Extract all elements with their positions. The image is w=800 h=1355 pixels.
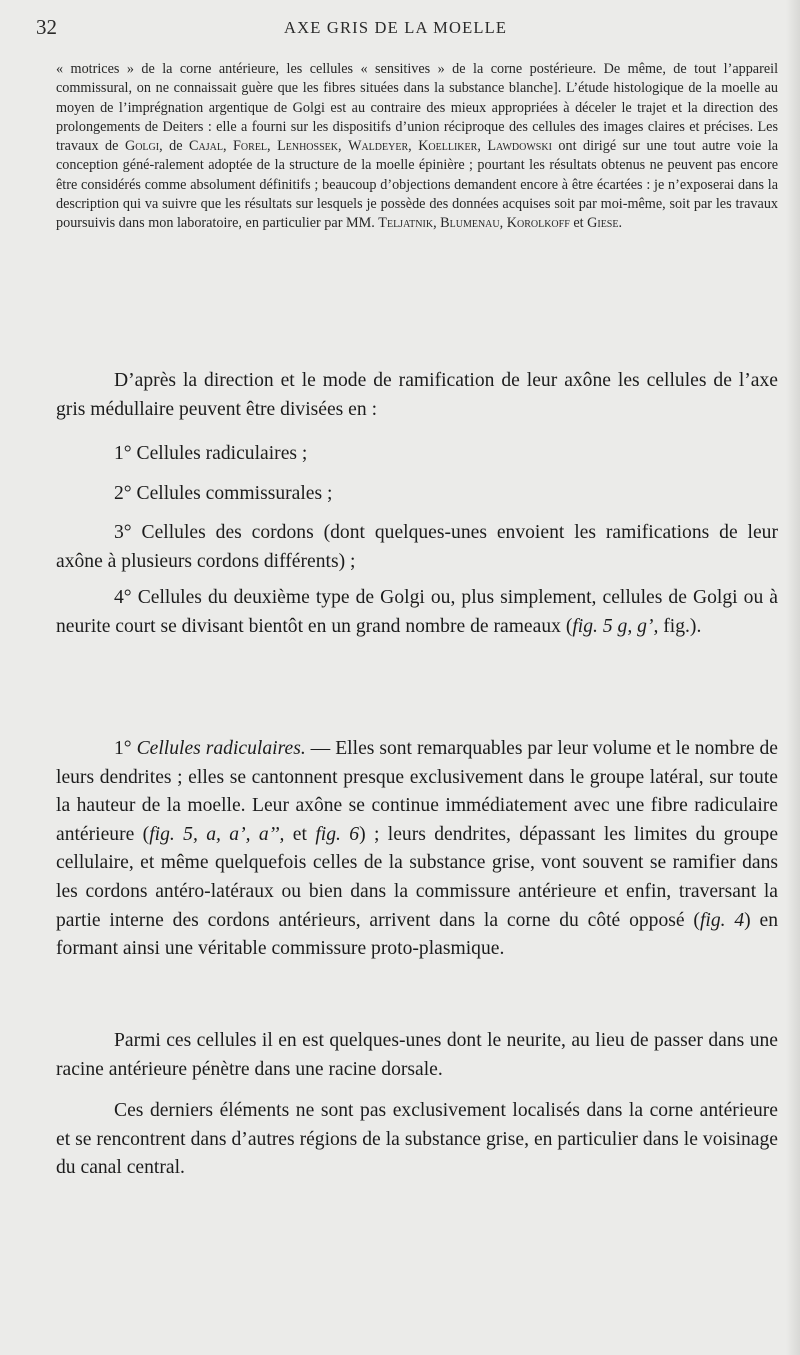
list-item <box>56 584 778 641</box>
footnote-line: et <box>569 215 588 232</box>
footnote-line: , <box>222 138 234 155</box>
footnote-line: travaux poursuivis dans mon laboratoire, en particulier par MM. <box>56 196 779 232</box>
page-number: 32 <box>36 15 57 39</box>
author-name: Forel <box>233 138 268 155</box>
author-name: Blumenau <box>440 215 500 232</box>
author-name: Waldeyer <box>348 138 409 155</box>
classification-list <box>56 440 778 642</box>
paragraph-text: Ces derniers éléments ne sont pas exclusivement localisés dans la corne antérieure et se rencontrent dans d’autres régions de la substance grise, en particulier dans le voisinage du canal central. <box>56 1100 778 1179</box>
footnote-line: ont dirigé sur une tout autre voie la conception géné- <box>56 138 779 174</box>
paragraph-localization <box>56 1097 778 1183</box>
footnote-paragraph <box>56 60 778 234</box>
footnote-line: « motrices » de la corne antérieure, les cellules « sensitives » de la corne postérieure. De <box>56 61 621 77</box>
footnote-line: ne peuvent pas encore être considérés comme absolument définitifs ; beaucoup d’objections <box>56 157 778 193</box>
author-name: Giese <box>587 215 619 232</box>
figure-reference: fig. 4 <box>699 909 745 931</box>
intro-text: D’après la direction et le mode de ramification de leur axône les cellules de l’axe gris médullaire peuvent être divisées en : <box>56 370 778 420</box>
running-head: AXE GRIS DE LA MOELLE <box>284 18 508 37</box>
footnote-continuation <box>56 60 778 234</box>
footnote-line: , de <box>159 138 190 155</box>
page-edge-shadow <box>786 0 800 1355</box>
author-name: Lawdowski <box>487 138 552 155</box>
author-name: Golgi <box>124 138 160 155</box>
page-header <box>36 15 776 45</box>
footnote-line: , <box>338 138 342 155</box>
footnote-line: demandent encore à être écartées : je n’exposerai dans la description qui va suivre que les <box>56 176 779 213</box>
footnote-line: des prolongements de Deiters : elle a fourni sur les dispositifs d’union réciproque des <box>56 99 779 135</box>
section-radicular-cells <box>56 735 778 964</box>
footnote-line: , <box>408 138 419 155</box>
figure-reference: fig. 5 g, g’, <box>572 615 659 637</box>
paragraph-text: Parmi ces cellules il en est quelques-unes dont le neurite, au lieu de passer dans une racine antérieure pénètre dans une racine dorsale. <box>56 1030 778 1080</box>
section-text: et <box>284 823 316 845</box>
section-paragraph <box>56 735 778 964</box>
footnote-line: même, de tout l’appareil commissural, on ne connaissait guère que les fibres situées dans <box>56 61 779 97</box>
paragraph-dorsal-root <box>56 1027 778 1084</box>
footnote-line: la substance blanche]. L’étude histologique de la moelle au moyen de l’imprégnation <box>56 80 778 116</box>
list-item: 3° Cellules des cordons (dont quelques-unes envoient les ramifications de leur axône à plusieurs cordons différents) ; <box>56 522 778 572</box>
footnote-line: cellules des images claires et précises. Les travaux de <box>56 118 778 155</box>
author-name: Koelliker <box>418 138 478 155</box>
intro-paragraph <box>56 367 778 424</box>
author-name: Cajal <box>189 138 223 155</box>
author-name: Lenhossek <box>277 138 338 155</box>
list-item: 1° Cellules radiculaires ; <box>114 443 308 464</box>
section-title: Cellules radiculaires. <box>136 738 306 759</box>
footnote-line: , <box>267 138 278 155</box>
footnote-line: . <box>618 215 623 232</box>
author-name: Teljatnik <box>378 215 434 232</box>
author-name: Korolkoff <box>506 215 570 232</box>
section-text: ) en formant ainsi une véritable commissure proto-plasmique. <box>56 909 778 960</box>
section-number: 1° <box>114 738 137 759</box>
figure-reference: fig. 6 <box>315 823 360 845</box>
list-item: 2° Cellules commissurales ; <box>114 482 333 504</box>
list-item-text: fig.). <box>658 615 702 637</box>
footnote-line: résultats sur lesquels je possède des données acquises soit par moi-même, soit par les <box>244 196 732 213</box>
footnote-line: argentique de Golgi est au contraire des mieux appropriées à déceler le trajet et la direction <box>208 99 754 116</box>
figure-reference: fig. 5, a, a’, a’’, <box>149 823 285 845</box>
list-item-text: 4° Cellules du deuxième type de Golgi ou, plus simplement, cellules de Golgi ou à neurite court se divisant bientôt en un grand nombre de rameaux ( <box>56 587 778 637</box>
section-text: — Elles sont remarquables par leur volume et le nombre de leurs dendrites ; elles se cantonnent presque exclusivement dans le groupe latéral, sur toute la hauteur de la moelle. Leur axône se continue immédiatement avec une fibre radiculaire antérieure ( <box>56 738 779 845</box>
footnote-line: , <box>477 138 488 155</box>
footnote-line: , <box>433 215 441 232</box>
footnote-line: ralement adoptée de la structure de la moelle épinière ; pourtant les résultats obtenus <box>154 157 646 174</box>
section-text: ) ; leurs dendrites, dépassant les limites du groupe cellulaire, et même quelquefois celles de la substance grise, vont souvent se ramifier dans les cordons antéro-latéraux ou bien dans la commissure antérieure et enfin, traversant la partie interne des cordons antérieurs, arrivent dans la corne du côté opposé ( <box>56 823 779 931</box>
footnote-line: , <box>499 215 504 232</box>
